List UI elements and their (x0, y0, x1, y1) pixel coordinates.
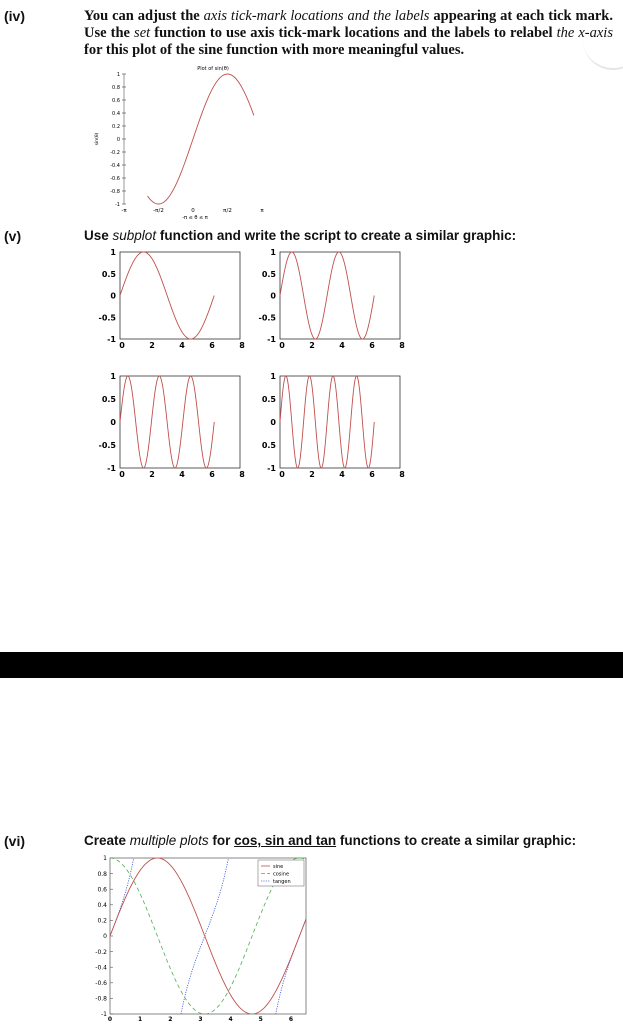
y-tick-label: 0.5 (261, 269, 276, 279)
y-tick-label: 1 (270, 248, 276, 257)
x-tick-label: 6 (209, 470, 215, 479)
y-tick-label: -0.8 (95, 995, 107, 1003)
text-part: axis tick-mark locations and the labels (203, 8, 430, 24)
x-tick-label: -π/2 (153, 208, 164, 214)
question-number: (iv) (4, 8, 25, 24)
y-tick-label: 0.2 (97, 917, 107, 925)
y-tick-label: -1 (101, 1011, 107, 1019)
legend-label: sine (273, 864, 284, 870)
x-tick-label: 6 (209, 341, 215, 350)
x-tick-label: π (260, 208, 264, 214)
text-part: Create (84, 833, 130, 848)
question-number: (vi) (4, 833, 25, 849)
legend-label: tangen (273, 879, 291, 885)
question-number: (v) (4, 228, 22, 244)
x-tick-label: 2 (309, 470, 315, 479)
x-tick-label: 2 (149, 470, 155, 479)
y-tick-label: 0.6 (97, 886, 107, 894)
text-part: Use (84, 228, 113, 243)
text-part: multiple plots (129, 833, 209, 848)
y-tick-label: 0.2 (112, 124, 120, 130)
x-tick-label: 4 (179, 341, 185, 350)
y-tick-label: -0.5 (98, 441, 116, 450)
y-tick-label: 0.5 (101, 395, 116, 404)
x-tick-label: 6 (369, 470, 375, 479)
x-tick-label: π/2 (223, 208, 232, 214)
x-tick-label: 2 (168, 1016, 173, 1023)
y-tick-label: -0.2 (95, 948, 107, 956)
x-tick-label: 8 (399, 341, 405, 350)
text-part: set (134, 25, 151, 41)
plot-title: Plot of sin(θ) (197, 66, 229, 72)
y-tick-label: 0.5 (261, 441, 276, 450)
x-tick-label: 4 (228, 1016, 233, 1023)
tangent-curve (253, 919, 306, 1024)
y-tick-label: -1 (115, 202, 120, 208)
y-tick-label: 0 (110, 291, 116, 301)
text-part: the x-axis (556, 25, 613, 41)
y-tick-label: 0 (110, 418, 116, 427)
x-tick-label: 1 (138, 1016, 143, 1023)
y-tick-label: 0 (103, 933, 107, 941)
x-axis-label: -π ≤ θ ≤ π (182, 215, 208, 221)
x-tick-label: 0 (119, 470, 125, 479)
y-tick-label: 1 (270, 372, 276, 381)
x-tick-label: 6 (369, 341, 375, 350)
text-part: function to use axis tick-mark locations and the labels to relabel (150, 25, 557, 41)
y-tick-label: -0.6 (110, 176, 120, 182)
y-tick-label: 0.5 (101, 269, 116, 279)
text-part: You can adjust the (84, 8, 204, 24)
x-tick-label: 4 (339, 470, 345, 479)
y-tick-label: -1 (267, 464, 276, 473)
x-tick-label: 3 (198, 1016, 203, 1023)
y-tick-label: 0 (270, 291, 276, 301)
y-tick-label: -0.2 (110, 150, 120, 156)
y-tick-label: 1 (103, 855, 107, 863)
y-tick-label: -1 (267, 335, 276, 344)
x-tick-label: 0 (119, 341, 125, 350)
x-tick-label: 2 (149, 341, 155, 350)
text-part: function and write the script to create a similar graphic: (156, 228, 517, 243)
y-tick-label: 0.6 (112, 98, 120, 104)
tangent-curve (158, 702, 252, 1024)
y-tick-label: -0.5 (98, 313, 116, 323)
text-part: appearing at each tick mark. Use the (84, 8, 613, 41)
y-tick-label: -0.8 (110, 189, 120, 195)
y-tick-label: 1 (110, 372, 116, 381)
y-tick-label: -0.4 (95, 964, 107, 972)
x-tick-label: 4 (339, 341, 345, 350)
text-part: for this plot of the sine function with more meaningful values. (84, 42, 465, 58)
y-tick-label: 0.4 (112, 111, 120, 117)
x-tick-label: -π (121, 208, 127, 214)
x-tick-label: 0 (191, 208, 195, 214)
y-tick-label: 0.8 (97, 870, 107, 878)
x-tick-label: 8 (399, 470, 405, 479)
x-tick-label: 6 (288, 1016, 294, 1023)
y-tick-label: -0.5 (258, 313, 276, 323)
y-axis-label: sin(θ) (95, 132, 100, 146)
x-tick-label: 0 (279, 470, 285, 479)
y-tick-label: 1 (110, 248, 116, 257)
legend-label: cosine (273, 871, 290, 878)
y-tick-label: 0.8 (112, 85, 120, 91)
y-tick-label: 0 (116, 137, 120, 143)
tangent-curve (110, 702, 157, 936)
y-tick-label: -1 (107, 464, 116, 473)
y-tick-label: 0.4 (97, 902, 107, 909)
y-tick-label: 0 (270, 418, 276, 427)
x-tick-label: 4 (179, 470, 185, 479)
x-tick-label: 0 (279, 341, 285, 350)
text-part: for (208, 833, 235, 848)
x-tick-label: 8 (239, 341, 245, 350)
x-tick-label: 8 (239, 470, 245, 479)
x-tick-label: 2 (309, 341, 315, 350)
x-tick-label: 5 (258, 1016, 263, 1023)
text-part: cos, sin and tan (234, 833, 337, 848)
y-tick-label: 0.5 (261, 395, 276, 404)
x-tick-label: 0 (107, 1016, 113, 1023)
text-part: functions to create a similar graphic: (336, 833, 577, 848)
text-part: subplot (112, 228, 157, 243)
y-tick-label: -1 (107, 335, 116, 344)
y-tick-label: -0.4 (110, 163, 120, 169)
y-tick-label: 1 (116, 72, 120, 78)
y-tick-label: -0.6 (95, 980, 107, 987)
